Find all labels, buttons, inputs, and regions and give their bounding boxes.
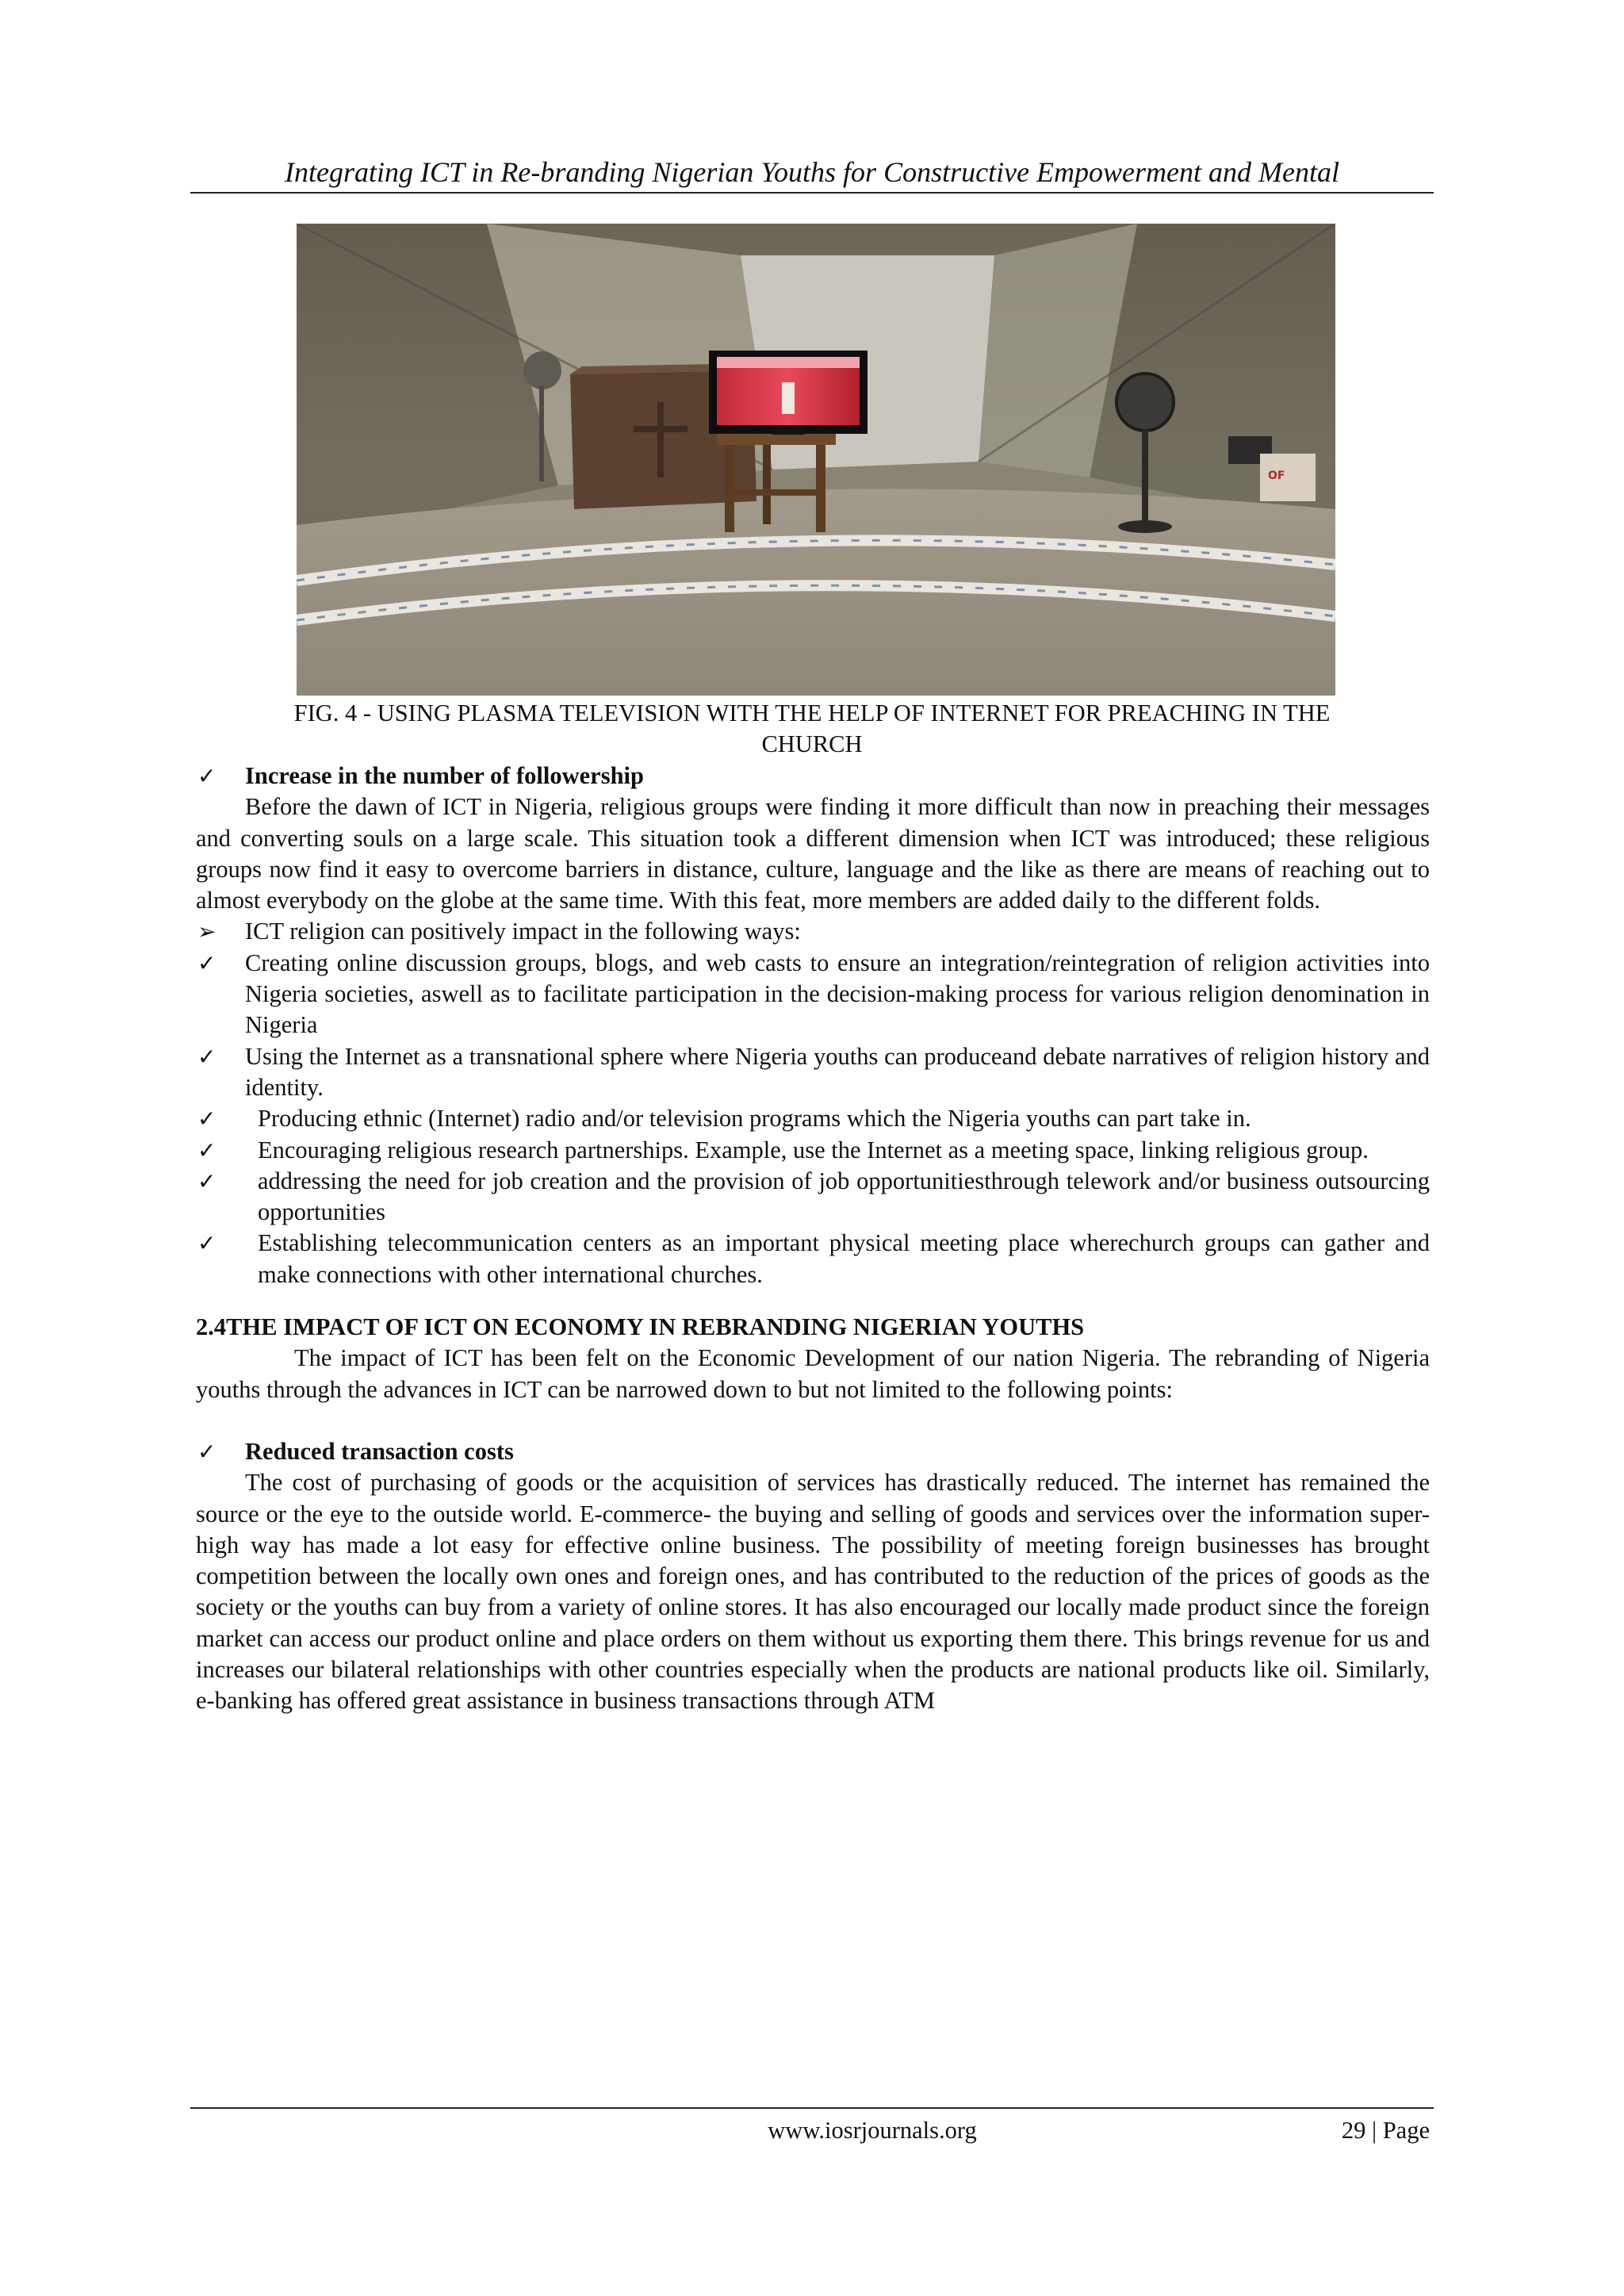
list-item xyxy=(196,1135,1430,1166)
list-item-text: addressing the need for job creation and the provision of job opportunitiesthrough telework and/or business outsourcing opportunities xyxy=(258,1167,1430,1226)
church-photo-figure xyxy=(297,224,1335,696)
subheading-followership-text: Increase in the number of followership xyxy=(245,762,644,789)
subheading-transaction-costs-text: Reduced transaction costs xyxy=(245,1437,514,1465)
list-item-text: Using the Internet as a transnational sphere where Nigeria youths can produceand debate narratives of religion history and identity. xyxy=(245,1042,1430,1101)
checkmark-icon: ✓ xyxy=(197,1167,216,1194)
svg-text:OF: OF xyxy=(1268,470,1285,482)
footer-rule xyxy=(190,2107,1434,2109)
figure-caption-line-1: FIG. 4 - USING PLASMA TELEVISION WITH THE HELP OF INTERNET FOR PREACHING IN THE xyxy=(293,700,1331,726)
footer-page-number: 29 | Page xyxy=(1341,2117,1430,2144)
checkmark-icon: ✓ xyxy=(197,949,216,976)
figure-caption-line-2: CHURCH xyxy=(761,730,863,757)
list-item xyxy=(196,948,1430,1041)
checkmark-icon: ✓ xyxy=(197,1137,216,1163)
list-intro xyxy=(196,916,1430,947)
checkmark-icon: ✓ xyxy=(197,763,216,789)
subheading-transaction-costs xyxy=(196,1436,1430,1467)
paragraph-followership: Before the dawn of ICT in Nigeria, religious groups were finding it more difficult than now in preaching their messages and converting souls on a large scale. This situation took a different dimension when ICT was introduced; these religious groups now find it easy to overcome barriers in distance, culture, language and the like as there are means of reaching out to almost everybody on the globe at the same time. With this feat, more members are added daily to the different folds. xyxy=(196,793,1430,914)
subheading-followership xyxy=(196,761,1430,792)
list-intro-text: ICT religion can positively impact in the following ways: xyxy=(245,918,801,945)
list-item-text: Producing ethnic (Internet) radio and/or television programs which the Nigeria youths can part take in. xyxy=(258,1105,1251,1133)
checkmark-icon: ✓ xyxy=(197,1438,216,1465)
running-header: Integrating ICT in Re-branding Nigerian Youths for Constructive Empowerment and Mental xyxy=(285,156,1339,188)
checkmark-icon: ✓ xyxy=(197,1230,216,1257)
list-item-text: Establishing telecommunication centers as an important physical meeting place wherechurch groups can gather and make connections with other international churches. xyxy=(258,1229,1430,1288)
list-item xyxy=(196,1041,1430,1104)
arrow-bullet-icon: ➢ xyxy=(197,918,216,945)
spacer xyxy=(196,1405,1430,1436)
paragraph-economy-intro: The impact of ICT has been felt on the Economic Development of our nation Nigeria. The rebranding of Nigeria youths through the advances in ICT can be narrowed down to but not limited to the following points: xyxy=(196,1344,1430,1403)
footer-website: www.iosrjournals.org xyxy=(768,2117,977,2144)
section-heading-economy: 2.4THE IMPACT OF ICT ON ECONOMY IN REBRANDING NIGERIAN YOUTHS xyxy=(196,1313,1085,1341)
list-item xyxy=(196,1103,1430,1134)
list-item-text: Encouraging religious research partnerships. Example, use the Internet as a meeting space, linking religious group. xyxy=(258,1136,1369,1163)
body-content xyxy=(196,761,1430,1717)
paragraph-transaction-costs: The cost of purchasing of goods or the acquisition of services has drastically reduced. The internet has remained the source or the eye to the outside world. E-commerce- the buying and selling of goods and services over the information super-high way has made a lot easy for effective online business. The possibility of meeting foreign businesses has brought competition between the locally own ones and foreign ones, and has contributed to the reduction of the prices of goods as the society or the youths can buy from a variety of online stores. It has also encouraged our locally made product since the foreign market can access our product online and place orders on them without us exporting them there. This brings revenue for us and increases our bilateral relationships with other countries especially when the products are national products like oil. Similarly, e-banking has offered great assistance in business transactions through ATM xyxy=(196,1469,1430,1715)
figure-caption xyxy=(190,698,1434,760)
list-item-text: Creating online discussion groups, blogs, and web casts to ensure an integration/reintegration of religion activities into Nigeria societies, aswell as to facilitate participation in the decision-making process for various religion denomination in Nigeria xyxy=(245,949,1430,1039)
list-item xyxy=(196,1166,1430,1228)
list-item xyxy=(196,1228,1430,1290)
checkmark-icon: ✓ xyxy=(197,1043,216,1070)
checkmark-icon: ✓ xyxy=(197,1106,216,1133)
spacer xyxy=(196,1290,1430,1312)
header-rule xyxy=(190,192,1434,194)
church-tv-photo xyxy=(297,224,1335,696)
